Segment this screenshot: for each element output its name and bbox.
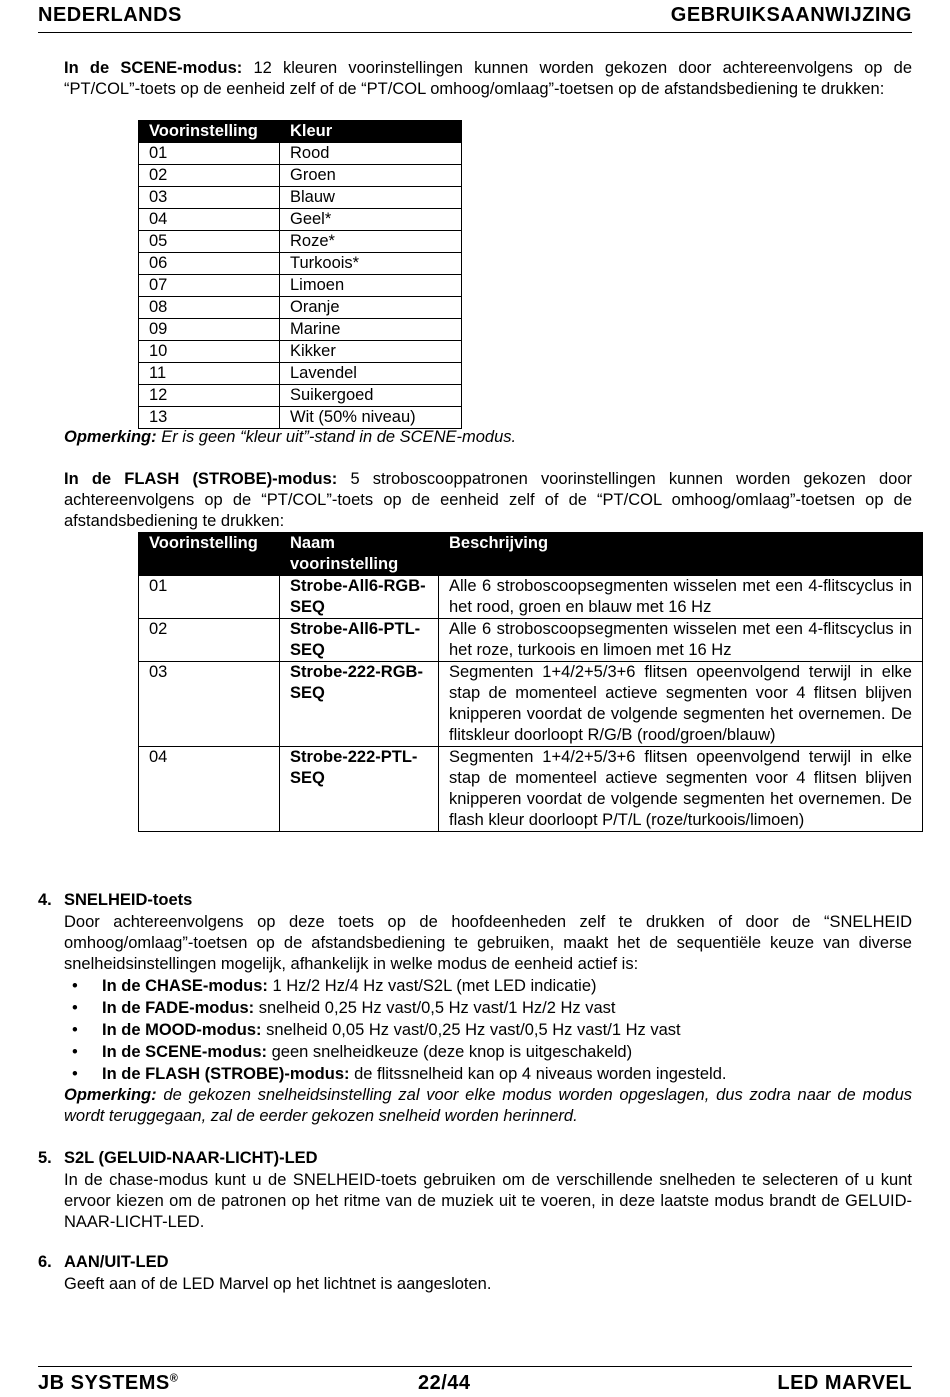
table-row (139, 385, 462, 407)
item-lead: In de MOOD-modus: (102, 1021, 262, 1039)
section-5-title: S2L (GELUID-NAAR-LICHT)-LED (64, 1149, 318, 1167)
page-number: 22/44 (418, 1372, 471, 1394)
cell: Lavendel (280, 363, 462, 385)
section-4-title: SNELHEID-toets (64, 891, 193, 909)
table-row (139, 747, 923, 832)
cell: 01 (139, 576, 280, 619)
table-row (139, 576, 923, 619)
cell: 02 (139, 619, 280, 662)
flash-col-preset: Voorinstelling (139, 533, 280, 576)
section-4-number: 4. (38, 891, 52, 909)
scene-note-text: Er is geen “kleur uit”-stand in de SCENE-modus. (156, 428, 517, 446)
cell: 13 (139, 407, 280, 429)
section-6-heading (38, 1253, 169, 1272)
section-6-title: AAN/UIT-LED (64, 1253, 169, 1271)
list-item (64, 975, 912, 997)
section-4-heading (38, 891, 192, 910)
cell: 02 (139, 165, 280, 187)
header-title: GEBRUIKSAANWIJZING (670, 4, 912, 26)
cell: Alle 6 stroboscoopsegmenten wisselen met een 4-flitscyclus in het rood, groen en blauw met 16 Hz (439, 576, 923, 619)
scene-note (64, 427, 912, 448)
table-row (139, 619, 923, 662)
cell: 11 (139, 363, 280, 385)
scene-col-preset: Voorinstelling (139, 121, 280, 143)
scene-text: 12 kleuren voorinstellingen kunnen worden gekozen door achtereenvolgens op de “PT/COL”-toets op de eenheid zelf of de “PT/COL omhoog/omlaag”-toetsen op de afstandsbediening te drukken: (64, 59, 912, 98)
cell: Geel* (280, 209, 462, 231)
bullet-icon: • (72, 1021, 78, 1039)
cell: 05 (139, 231, 280, 253)
cell: Wit (50% niveau) (280, 407, 462, 429)
table-row (139, 253, 462, 275)
cell: 08 (139, 297, 280, 319)
section-5-number: 5. (38, 1149, 52, 1167)
section-6-text: Geeft aan of de LED Marvel op het lichtnet is aangesloten. (64, 1275, 492, 1293)
item-lead: In de FADE-modus: (102, 999, 255, 1017)
cell: Strobe-All6-PTL-SEQ (280, 619, 439, 662)
item-text: 1 Hz/2 Hz/4 Hz vast/S2L (met LED indicatie) (267, 977, 597, 995)
list-item (64, 1041, 912, 1063)
flash-table-header (139, 533, 923, 576)
cell: 10 (139, 341, 280, 363)
item-text: snelheid 0,05 Hz vast/0,25 Hz vast/0,5 Hz vast/1 Hz vast (261, 1021, 681, 1039)
cell: Kikker (280, 341, 462, 363)
registered-mark: ® (169, 1372, 179, 1385)
header-language: NEDERLANDS (38, 4, 182, 26)
scene-table (138, 120, 462, 429)
cell: Strobe-All6-RGB-SEQ (280, 576, 439, 619)
cell: Groen (280, 165, 462, 187)
cell: 04 (139, 209, 280, 231)
item-lead: In de FLASH (STROBE)-modus: (102, 1065, 350, 1083)
table-row (139, 209, 462, 231)
table-row (139, 341, 462, 363)
cell: Segmenten 1+4/2+5/3+6 flitsen opeenvolgend terwijl in elke stap de momenteel actieve segmenten voor 4 flitsen blijven knipperen voordat de volgende segmenten het overnemen. De flash kleur doorloopt P/T/L (roze/turkoois/limoen) (439, 747, 923, 832)
flash-col-desc: Beschrijving (439, 533, 923, 576)
cell: Strobe-222-RGB-SEQ (280, 662, 439, 747)
flash-intro (64, 469, 912, 532)
table-row (139, 275, 462, 297)
table-row (139, 363, 462, 385)
flash-text: 5 stroboscooppatronen voorinstellingen kunnen worden gekozen door achtereenvolgens op de “PT/COL”-toets op de eenheid zelf of de “PT/COL omhoog/omlaag”-toetsen op de afstandsbediening te drukken: (64, 470, 913, 530)
table-row (139, 662, 923, 747)
bullet-icon: • (72, 977, 78, 995)
section-5-text: In de chase-modus kunt u de SNELHEID-toets gebruiken om de verschillende snelheden te selecteren of u kunt ervoor kiezen om de patronen op het ritme van de muziek uit te voeren, in deze laatste modus brandt de GELUID-NAAR-LICHT-LED. (64, 1171, 912, 1231)
table-row (139, 297, 462, 319)
cell: 03 (139, 662, 280, 747)
section-5-heading (38, 1149, 318, 1168)
cell: 06 (139, 253, 280, 275)
footer-brand (38, 1372, 178, 1395)
bullet-icon: • (72, 1065, 78, 1083)
cell: Roze* (280, 231, 462, 253)
cell: Blauw (280, 187, 462, 209)
speed-mode-list (64, 975, 912, 1085)
flash-lead: In de FLASH (STROBE)-modus: (64, 470, 338, 488)
cell: Oranje (280, 297, 462, 319)
cell: 12 (139, 385, 280, 407)
scene-lead: In de SCENE-modus: (64, 59, 243, 77)
table-row (139, 319, 462, 341)
section-4-text: Door achtereenvolgens op deze toets op de hoofdeenheden zelf te drukken of door de “SNELHEID omhoog/omlaag”-toetsen op de afstandsbediening te gebruiken, maakt het de sequentiële keuze van diverse snelheidsinstellingen mogelijk, afhankelijk in welke modus de eenheid actief is: (64, 913, 912, 973)
cell: Limoen (280, 275, 462, 297)
flash-col-name: Naam voorinstelling (280, 533, 439, 576)
scene-note-label: Opmerking: (64, 428, 157, 446)
bullet-icon: • (72, 999, 78, 1017)
item-text: geen snelheidkeuze (deze knop is uitgeschakeld) (267, 1043, 633, 1061)
cell: Segmenten 1+4/2+5/3+6 flitsen opeenvolgend terwijl in elke stap de momenteel actieve segmenten voor 4 flitsen blijven knipperen voordat de volgende segmenten het overnemen. De flitskleur doorloopt R/G/B (rood/groen/blauw) (439, 662, 923, 747)
cell: Rood (280, 143, 462, 165)
item-lead: In de CHASE-modus: (102, 977, 268, 995)
table-row (139, 407, 462, 429)
table-row (139, 165, 462, 187)
list-item (64, 997, 912, 1019)
footer-brand-name: JB SYSTEMS (38, 1372, 170, 1394)
cell: Marine (280, 319, 462, 341)
cell: Suikergoed (280, 385, 462, 407)
list-item (64, 1019, 912, 1041)
bullet-icon: • (72, 1043, 78, 1061)
cell: 07 (139, 275, 280, 297)
cell: Strobe-222-PTL-SEQ (280, 747, 439, 832)
section-6-number: 6. (38, 1253, 52, 1271)
footer-product: LED MARVEL (777, 1372, 912, 1394)
item-lead: In de SCENE-modus: (102, 1043, 268, 1061)
section-4-note-label: Opmerking: (64, 1086, 157, 1104)
section-4-note-text: de gekozen snelheidsinstelling zal voor elke modus worden opgeslagen, dus zodra naar de modus wordt teruggegaan, zal de eerder gekozen snelheid worden herinnerd. (64, 1086, 912, 1125)
scene-table-header (139, 121, 462, 143)
table-row (139, 231, 462, 253)
flash-table (138, 532, 923, 832)
cell: 01 (139, 143, 280, 165)
table-row (139, 143, 462, 165)
list-item (64, 1063, 912, 1085)
cell: Alle 6 stroboscoopsegmenten wisselen met een 4-flitscyclus in het roze, turkoois en limoen met 16 Hz (439, 619, 923, 662)
page-footer (38, 1366, 912, 1397)
cell: 09 (139, 319, 280, 341)
scene-col-color: Kleur (280, 121, 462, 143)
item-text: snelheid 0,25 Hz vast/0,5 Hz vast/1 Hz/2 Hz vast (254, 999, 616, 1017)
cell: 04 (139, 747, 280, 832)
cell: Turkoois* (280, 253, 462, 275)
cell: 03 (139, 187, 280, 209)
page-header (38, 2, 912, 33)
scene-intro (64, 58, 912, 100)
section-4-note (64, 1085, 912, 1127)
item-text: de flitssnelheid kan op 4 niveaus worden ingesteld. (349, 1065, 727, 1083)
table-row (139, 187, 462, 209)
